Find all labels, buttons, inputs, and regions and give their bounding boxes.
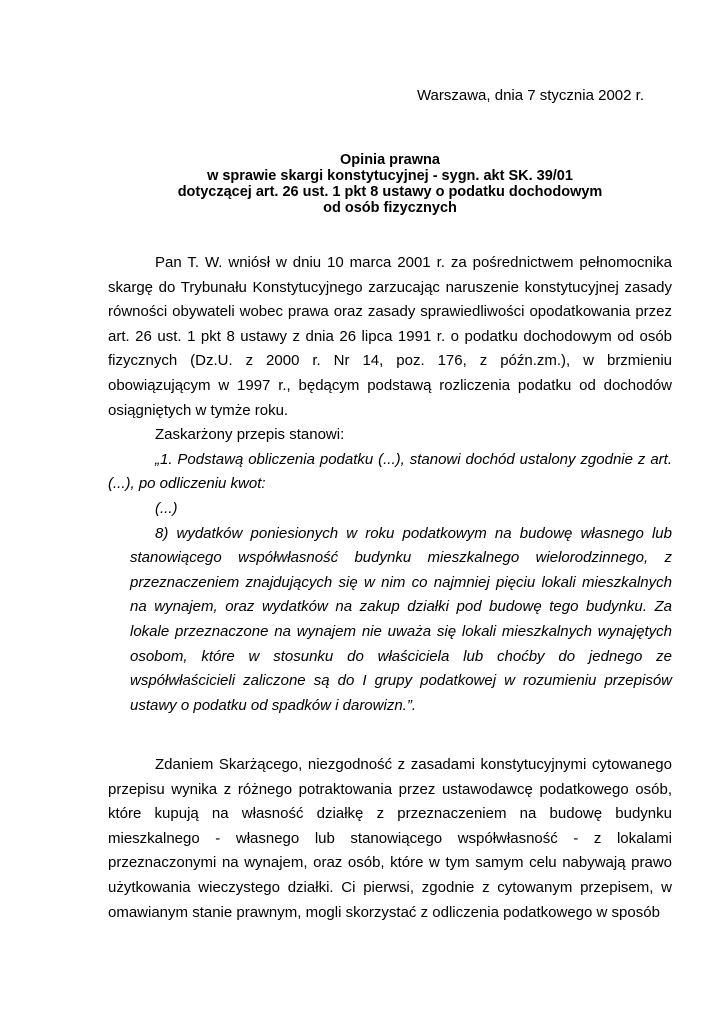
quote-intro: „1. Podstawą obliczenia podatku (...), stanowi dochód ustalony zgodnie z art.(...), po odliczeniu kwot: <box>108 450 672 493</box>
title-line-2: w sprawie skargi konstytucyjnej - sygn. akt SK. 39/01 <box>207 168 573 184</box>
paragraph-argument: Zdaniem Skarżącego, niezgodność z zasadami konstytucyjnymi cytowanego przepisu wynika z różnego potraktowania przez ustawodawcę podatkowego osób, które kupują na własność działkę z przeznaczeniem na budowę budynku mieszkalnego - własnego lub stanowiącego współwłasność - z lokalami przeznaczonymi na wynajem, oraz osób, które w tym samym celu nabywają prawo użytkowania wieczystego działki. Ci pierwsi, zgodnie z cytowanym przepisem, w omawianym stanie prawnym, mogli skorzystać z odliczenia podatkowego w sposób <box>108 756 672 921</box>
body-section-1 <box>108 251 672 718</box>
paragraph-provision-intro: Zaskarżony przepis stanowi: <box>155 426 345 444</box>
body-section-2 <box>108 753 672 925</box>
title-line-4: od osób fizycznych <box>323 200 457 216</box>
date-line: Warszawa, dnia 7 stycznia 2002 r. <box>416 87 644 104</box>
document-title <box>0 152 724 216</box>
quote-item-8-text: 8) wydatków poniesionych w roku podatkowym na budowę własnego lub stanowiącego współwłasność budynku mieszkalnego wielorodzinnego, z przeznaczeniem znajdujących się w nim co najmniej pięciu lokali mieszkalnych na wynajem, oraz wydatków na zakup działki pod budowę tego budynku. Za lokale przeznaczone na wynajem nie uważa się lokali mieszkalnych wynajętych osobom, które w stosunku do właściciela lub choćby do jednego ze współwłaścicieli zaliczone są do I grupy podatkowej w rozumieniu przepisów ustawy o podatku od spadków i darowizn.”. <box>130 524 672 714</box>
title-line-3: dotyczącej art. 26 ust. 1 pkt 8 ustawy o podatku dochodowym <box>177 184 603 200</box>
title-line-1: Opinia prawna <box>340 152 440 168</box>
quote-item-8 <box>130 522 672 719</box>
quote-ellipsis: (...) <box>155 499 178 517</box>
paragraph-complaint: Pan T. W. wniósł w dniu 10 marca 2001 r. za pośrednictwem pełnomocnika skargę do Trybunału Konstytucyjnego zarzucając naruszenie konstytucyjnej zasady równości obywateli wobec prawa oraz zasady sprawiedliwości opodatkowania przez art. 26 ust. 1 pkt 8 ustawy z dnia 26 lipca 1991 r. o podatku dochodowym od osób fizycznych (Dz.U. z 2000 r. Nr 14, poz. 176, z późn.zm.), w brzmieniu obowiązującym w 1997 r., będącym podstawą rozliczenia podatku od dochodów osiągniętych w tymże roku. <box>108 254 672 419</box>
